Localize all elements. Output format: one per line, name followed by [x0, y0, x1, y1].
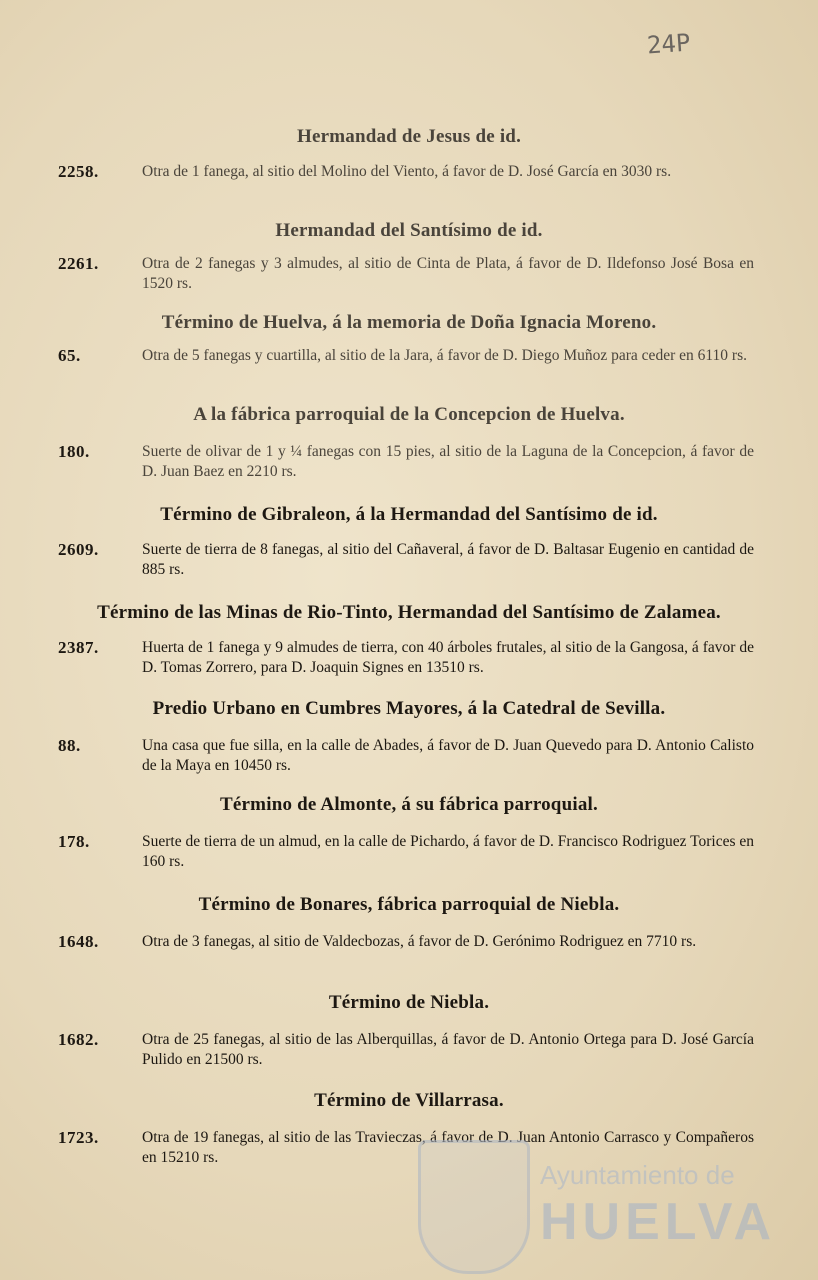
entry-text: Otra de 5 fanegas y cuartilla, al sitio de la Jara, á favor de D. Diego Muñoz para ceder en 6110 rs.	[142, 347, 747, 364]
entry-text: Otra de 25 fanegas, al sitio de las Alberquillas, á favor de D. Antonio Ortega para D. José García Pulido en 21500 rs.	[142, 1031, 754, 1068]
entry	[40, 736, 780, 784]
section-title: Término de Bonares, fábrica parroquial de Niebla.	[198, 894, 620, 915]
section-title: Término de Niebla.	[328, 992, 490, 1013]
entry-text: Una casa que fue silla, en la calle de Abades, á favor de D. Juan Quevedo para D. Antonio Calisto de la Maya en 10450 rs.	[142, 737, 754, 774]
entry-text: Otra de 19 fanegas, al sitio de las Travieczas, á favor de D. Juan Antonio Carrasco y Compañeros en 15210 rs.	[142, 1129, 754, 1166]
entry-text: Otra de 2 fanegas y 3 almudes, al sitio de Cinta de Plata, á favor de D. Ildefonso José Bosa en 1520 rs.	[142, 255, 754, 292]
entry-text: Otra de 1 fanega, al sitio del Molino del Viento, á favor de D. José García en 3030 rs.	[142, 163, 672, 180]
watermark	[410, 1140, 790, 1270]
section-title: Término de las Minas de Rio-Tinto, Hermandad del Santísimo de Zalamea.	[97, 602, 721, 623]
entry	[40, 254, 780, 302]
entry-number: 2261.	[58, 254, 99, 273]
watermark-line2: HUELVA	[540, 1193, 777, 1251]
entry-text: Suerte de tierra de 8 fanegas, al sitio del Cañaveral, á favor de D. Baltasar Eugenio en cantidad de 885 rs.	[142, 541, 754, 578]
watermark-line1: Ayuntamiento de	[540, 1160, 735, 1190]
coat-of-arms-icon	[418, 1140, 530, 1274]
entry-number: 180.	[58, 442, 90, 461]
section-title: Término de Gibraleon, á la Hermandad del Santísimo de id.	[160, 504, 658, 525]
section-title: Término de Almonte, á su fábrica parroquial.	[220, 794, 598, 815]
entry	[40, 638, 780, 686]
entry	[40, 540, 780, 588]
entry	[40, 932, 780, 980]
entry-number: 2387.	[58, 638, 99, 657]
entry	[40, 832, 780, 880]
entry-text: Huerta de 1 fanega y 9 almudes de tierra, con 40 árboles frutales, al sitio de la Gangosa, á favor de D. Tomas Zorrero, para D. Joaquin Signes en 13510 rs.	[142, 639, 754, 676]
section-title: Término de Villarrasa.	[314, 1090, 504, 1111]
entry-number: 65.	[58, 346, 81, 365]
entry	[40, 1030, 780, 1078]
entry	[40, 442, 780, 490]
entry-number: 2258.	[58, 162, 99, 181]
section-title: Hermandad del Santísimo de id.	[275, 220, 543, 241]
entry-number: 178.	[58, 832, 90, 851]
entry	[40, 346, 780, 394]
folio-number: 24P	[645, 28, 691, 60]
entry-number: 1648.	[58, 932, 99, 951]
section-title: Predio Urbano en Cumbres Mayores, á la Catedral de Sevilla.	[152, 698, 666, 719]
entry-text: Suerte de olivar de 1 y ¼ fanegas con 15 pies, al sitio de la Laguna de la Concepcion, á favor de D. Juan Baez en 2210 rs.	[142, 443, 754, 480]
entry	[40, 162, 780, 210]
section-title: A la fábrica parroquial de la Concepcion de Huelva.	[193, 404, 625, 425]
section-title: Hermandad de Jesus de id.	[296, 126, 522, 147]
section-title: Término de Huelva, á la memoria de Doña Ignacia Moreno.	[161, 312, 657, 333]
entry-number: 2609.	[58, 540, 99, 559]
entry-number: 1682.	[58, 1030, 99, 1049]
entry-text: Otra de 3 fanegas, al sitio de Valdecbozas, á favor de D. Gerónimo Rodriguez en 7710 rs.	[142, 933, 697, 950]
entry-number: 88.	[58, 736, 81, 755]
entry-text: Suerte de tierra de un almud, en la calle de Pichardo, á favor de D. Francisco Rodriguez Torices en 160 rs.	[142, 833, 754, 870]
entry-number: 1723.	[58, 1128, 99, 1147]
